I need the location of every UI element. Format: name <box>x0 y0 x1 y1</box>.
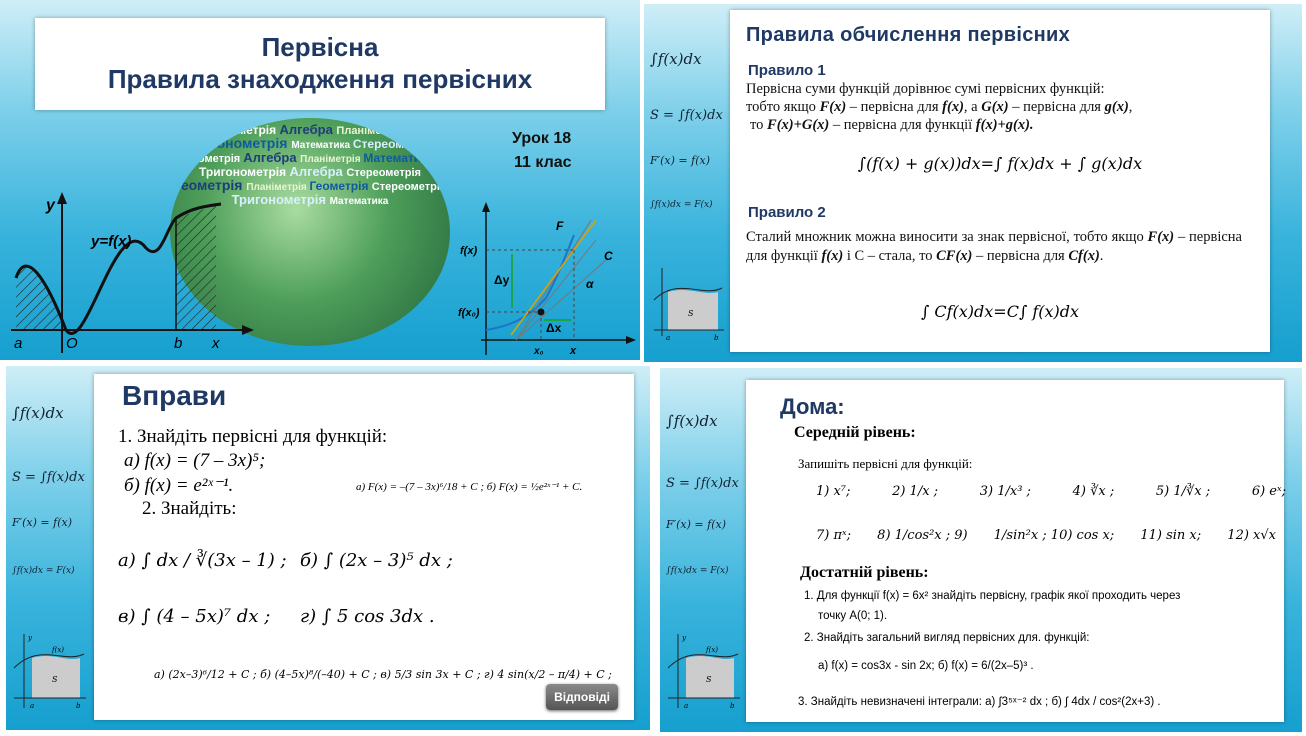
sidebar-graph-b: b <box>76 702 81 710</box>
homework-item: 6) eˣ; <box>1251 484 1286 499</box>
sidebar-graph-y: y <box>28 634 32 642</box>
rules-card <box>730 10 1270 352</box>
rule1-title: Правило 1 <box>748 62 826 79</box>
graph2-fx-label: f(x) <box>460 245 478 257</box>
task2-a: а) ∫ dx / ∛(3x – 1) ; <box>118 550 287 571</box>
rule2-text-1: Сталий множник можна виносити за знак первісної, тобто якщо <box>746 229 1148 245</box>
graph2-x-label: x <box>570 345 577 357</box>
rule1-fg: f(x)+g(x). <box>975 117 1034 133</box>
graph2-dy-label: Δy <box>494 273 510 287</box>
homework-item: 7) πˣ; <box>816 528 852 543</box>
cloud-word: Планіметрія <box>300 154 364 165</box>
homework-item: 1/sin²x ; 10) cos x; <box>993 528 1115 543</box>
cloud-word: Алгебра <box>279 122 337 137</box>
sidebar-area-formula: S = ∫f(x)dx <box>12 470 85 485</box>
graph1-b-label: b <box>174 335 183 352</box>
cloud-word: Математика <box>291 140 353 151</box>
rule1-text-3b: – первісна для функції <box>829 117 976 133</box>
level1-row2 <box>816 528 1276 543</box>
slide-title[interactable] <box>0 0 640 360</box>
exercises-card <box>94 374 634 720</box>
cloud-word: Геометрія <box>217 123 280 137</box>
cloud-word: Тригонометрія <box>199 165 290 179</box>
task1-b: б) f(x) = e²ˣ⁻¹. <box>124 475 234 496</box>
cloud-word: Тригонометрія <box>185 135 292 151</box>
sidebar-derivative: F′(x) = f(x) <box>666 518 726 531</box>
sidebar-graph-s: S <box>688 309 694 318</box>
formula-sidebar <box>6 366 86 730</box>
sidebar-graph-a: a <box>684 702 689 710</box>
area-under-curve-graph <box>6 188 256 358</box>
rule2-CFx: CF(x) <box>936 248 973 264</box>
rule2-title: Правило 2 <box>748 204 826 221</box>
grade: 11 клас <box>514 154 572 171</box>
sidebar-graph-s: S <box>706 675 712 684</box>
task1-answer: а) F(x) = –(7 – 3x)⁶/18 + C ; б) F(x) = ½e²ˣ⁻¹ + C. <box>356 481 583 493</box>
homework-item: 3) 1/x³ ; <box>979 484 1031 499</box>
answers-button[interactable]: Відповіді <box>546 684 618 710</box>
title-line-2: Правила знаходження первісних <box>107 64 533 94</box>
rule1-Gx: G(x) <box>981 99 1009 115</box>
task2-answer: а) (2x–3)⁶/12 + C ; б) (4–5x)⁸/(–40) + C ; в) 5/3 sin 3x + C ; г) 4 sin(x/2 – π/4) + C ; <box>154 668 612 681</box>
cloud-word: Алгебра <box>243 150 301 165</box>
formula-sidebar <box>644 4 724 362</box>
rule1-line2 <box>746 98 1266 116</box>
rule1-text <box>746 80 1266 134</box>
cloud-word: Тригонометрія <box>231 192 330 207</box>
level2-title: Достатній рівень: <box>800 564 929 581</box>
rules-title: Правила обчислення первісних <box>746 24 1071 46</box>
graph1-x-label: x <box>212 335 220 352</box>
sidebar-area-formula: S = ∫f(x)dx <box>666 476 739 491</box>
sidebar-graph-f: f(x) <box>706 646 719 654</box>
rule2-text-2: – первісна для функції <box>746 229 1242 264</box>
level2-task2-funcs: а) f(x) = cos3x - sin 2x; б) f(x) = 6/(2x–5)³ . <box>818 660 1034 672</box>
sidebar-derivative: F′(x) = f(x) <box>650 154 710 167</box>
rule1-Fx: F(x) <box>819 99 847 115</box>
sidebar-graph-f: f(x) <box>52 646 65 654</box>
sidebar-graph-a: a <box>666 334 671 342</box>
sidebar-graph-s: S <box>52 675 58 684</box>
rule2-text-5: . <box>1099 248 1104 264</box>
task2-heading: 2. Знайдіть: <box>142 498 237 519</box>
homework-card <box>746 380 1284 722</box>
cloud-word: Математика <box>363 151 434 165</box>
sidebar-integral: ∫f(x)dx <box>666 412 718 430</box>
level1-title: Середній рівень: <box>794 424 916 441</box>
rule1-text-2d: – первісна для <box>1008 99 1105 115</box>
slide-homework[interactable] <box>660 368 1302 732</box>
homework-item: 12) x√x <box>1227 528 1276 543</box>
rule2-Cfx: Cf(x) <box>1068 248 1100 264</box>
rule2-text <box>746 228 1242 266</box>
cloud-word: Планіметрія <box>336 125 403 137</box>
cloud-word: Стереометрія <box>371 181 447 193</box>
task2-b: б) ∫ (2x – 3)⁵ dx ; <box>300 550 453 571</box>
graph1-a-label: a <box>14 335 23 352</box>
sidebar-graph <box>8 632 88 722</box>
graph2-dx-label: Δx <box>546 321 562 335</box>
rule1-gx: g(x) <box>1104 99 1129 115</box>
graph2-x0-label: x₀ <box>534 346 544 357</box>
sidebar-graph-b: b <box>730 702 735 710</box>
slide-rules[interactable] <box>644 4 1302 362</box>
homework-item: 1) x⁷; <box>816 484 851 499</box>
task2-d: г) ∫ 5 cos 3dx . <box>300 606 435 627</box>
level2-task2: 2. Знайдіть загальний вигляд первісних для. функцій: <box>804 632 1090 644</box>
exercises-title: Вправи <box>122 380 227 411</box>
sidebar-newton: ∫f(x)dx = F(x) <box>12 566 75 576</box>
sidebar-graph-a: a <box>30 702 35 710</box>
rule1-text-2e: , <box>1128 99 1133 115</box>
task1-heading: 1. Знайдіть первісні для функцій: <box>118 426 388 447</box>
title-line-1: Первісна <box>261 32 379 62</box>
graph1-func-label: y=f(x) <box>91 233 132 250</box>
rule1-line1: Первісна суми функцій дорівнює сумі первісних функцій: <box>746 81 1105 97</box>
cloud-word: Планіметрія <box>246 182 310 193</box>
rule1-text-2c: , а <box>963 99 982 115</box>
formula-sidebar <box>660 368 740 732</box>
cloud-word: Стереометрія <box>352 137 435 151</box>
sidebar-newton: ∫f(x)dx = F(x) <box>666 566 729 576</box>
rule1-formula: ∫(f(x) + g(x))dx=∫ f(x)dx + ∫ g(x)dx <box>857 154 1143 173</box>
rule2-formula: ∫ Cf(x)dx=C∫ f(x)dx <box>920 302 1080 321</box>
cloud-word: Математика <box>329 196 389 207</box>
rule2-Fx: F(x) <box>1147 229 1175 245</box>
slide-exercises[interactable] <box>6 366 650 730</box>
graph1-o-label: O <box>66 335 78 352</box>
level1-task: Запишіть первісні для функцій: <box>798 456 973 471</box>
graph2-F-label: F <box>556 219 564 233</box>
task1-a: а) f(x) = (7 – 3x)⁵; <box>124 450 266 471</box>
rule1-text-3a: то <box>750 117 768 133</box>
title-box <box>35 18 605 110</box>
graph2-alpha-label: α <box>586 277 594 291</box>
rule2-text-4: – первісна для <box>972 248 1069 264</box>
task2-c: в) ∫ (4 – 5x)⁷ dx ; <box>118 606 271 627</box>
rule2-text-3: і С – стала, то <box>843 248 937 264</box>
rule1-FG: F(x)+G(x) <box>767 117 830 133</box>
rule1-text-2a: тобто якщо <box>746 99 820 115</box>
sidebar-graph-y: y <box>682 634 686 642</box>
lesson-number: Урок 18 <box>512 130 572 147</box>
homework-item: 8) 1/cos²x ; 9) <box>877 528 968 543</box>
sidebar-graph <box>662 632 742 722</box>
cloud-word: Геометрія <box>309 179 372 193</box>
rule2-fx: f(x) <box>821 248 844 264</box>
sidebar-derivative: F′(x) = f(x) <box>12 516 72 529</box>
homework-item: 4) ∛x ; <box>1072 484 1115 499</box>
graph1-y-label: y <box>46 197 55 214</box>
sidebar-newton: ∫f(x)dx = F(x) <box>650 200 713 210</box>
graph2-C-label: C <box>604 249 613 263</box>
homework-item: 5) 1/∛x ; <box>1155 484 1211 499</box>
sidebar-integral: ∫f(x)dx <box>650 50 702 68</box>
cloud-word: Алгебра <box>289 164 347 179</box>
homework-item: 11) sin x; <box>1140 528 1202 543</box>
sidebar-integral: ∫f(x)dx <box>12 404 64 422</box>
rule1-line3 <box>746 116 1266 134</box>
level2-task1a: 1. Для функції f(x) = 6x² знайдіть первісну, графік якої проходить через <box>804 590 1181 602</box>
graph2-fx0-label: f(x₀) <box>458 307 480 319</box>
level1-row1 <box>816 484 1286 499</box>
homework-title: Дома: <box>780 394 845 419</box>
rule1-text-2b: – первісна для <box>846 99 943 115</box>
sidebar-graph <box>648 266 726 346</box>
sidebar-area-formula: S = ∫f(x)dx <box>650 108 723 123</box>
level2-task1b: точку A(0; 1). <box>818 610 888 622</box>
homework-item: 2) 1/x ; <box>892 484 939 499</box>
rule1-fx: f(x) <box>942 99 964 115</box>
derivative-graph <box>456 200 636 360</box>
level2-task3: 3. Знайдіть невизначені інтеграли: а) ∫3⁵ˣ⁻² dx ; б) ∫ 4dx / cos²(2x+3) . <box>798 696 1161 708</box>
cloud-word: Геометрія <box>186 153 244 165</box>
sidebar-graph-b: b <box>714 334 719 342</box>
cloud-word: Геометрія <box>173 177 247 193</box>
cloud-word: Стереометрія <box>346 167 421 179</box>
